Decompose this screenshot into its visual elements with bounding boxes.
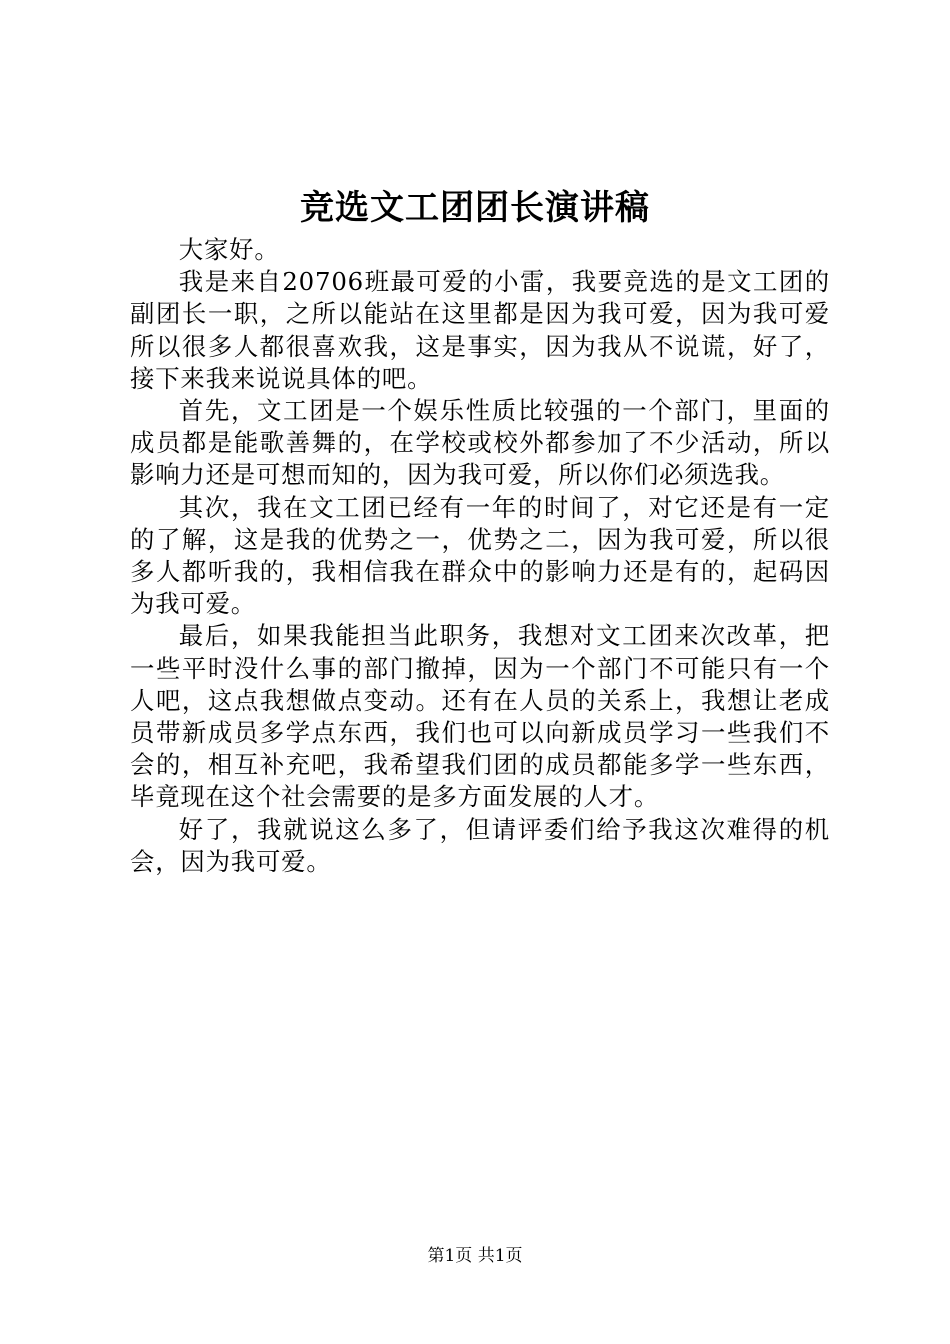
paragraph-last: 最后，如果我能担当此职务，我想对文工团来次改革，把一些平时没什么事的部门撤掉，因为一个部门不可能只有一个人吧，这点我想做点变动。还有在人员的关系上，我想让老成员带新成员多学点东西，我们也可以向新成员学习一些我们不会的，相互补充吧，我希望我们团的成员都能多学一些东西，毕竟现在这个社会需要的是多方面发展的人才。: [130, 621, 830, 812]
paragraph-introduction: 我是来自20706班最可爱的小雷，我要竞选的是文工团的副团长一职，之所以能站在这里都是因为我可爱，因为我可爱所以很多人都很喜欢我，这是事实，因为我从不说谎，好了，接下来我来说说具体的吧。: [130, 267, 830, 393]
paragraph-greeting: 大家好。: [178, 235, 280, 264]
paragraph-second: 其次，我在文工团已经有一年的时间了，对它还是有一定的了解，这是我的优势之一，优势之二，因为我可爱，所以很多人都听我的，我相信我在群众中的影响力还是有的，起码因为我可爱。: [130, 492, 830, 619]
document-body: [130, 234, 830, 878]
page-number-footer: 第1页 共1页: [427, 1246, 523, 1266]
paragraph-first: 首先，文工团是一个娱乐性质比较强的一个部门，里面的成员都是能歌善舞的，在学校或校外都参加了不少活动，所以影响力还是可想而知的，因为我可爱，所以你们必须选我。: [130, 396, 830, 490]
paragraph-closing: 好了，我就说这么多了，但请评委们给予我这次难得的机会，因为我可爱。: [130, 814, 830, 876]
document-title: 竞选文工团团长演讲稿: [300, 188, 650, 228]
